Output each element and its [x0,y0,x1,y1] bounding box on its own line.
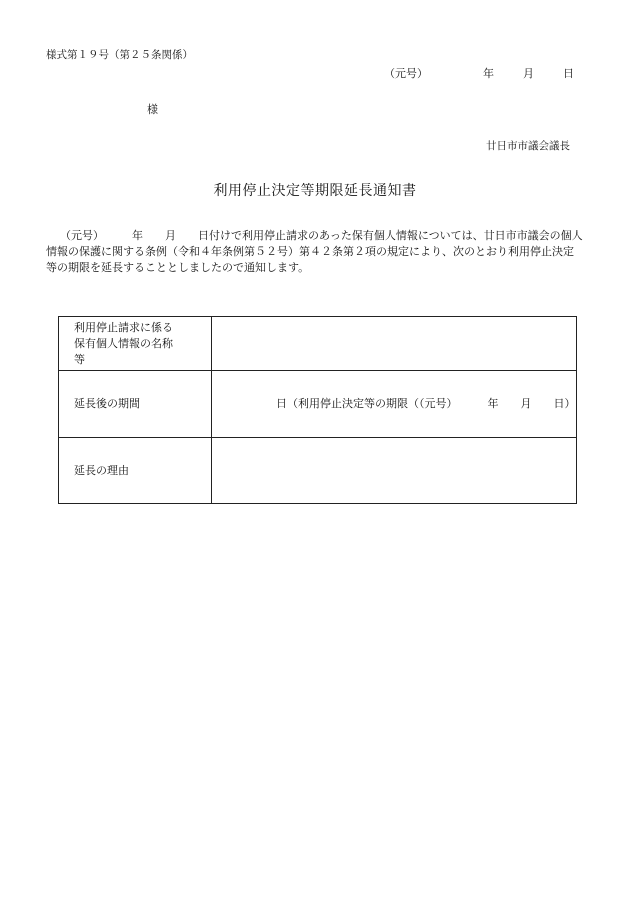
info-table [58,316,577,504]
table-row [59,317,577,371]
body-month: 月 [165,229,176,242]
document-title: 利用停止決定等期限延長通知書 [213,183,417,199]
body-year: 年 [132,229,143,242]
table-row [59,371,577,438]
body-paragraph [46,228,586,276]
row-value-info-name[interactable] [212,317,577,371]
row-label-extension-reason: 延長の理由 [59,438,212,504]
form-number: 様式第１９号（第２５条関係） [46,49,193,61]
body-line-1 [46,228,586,244]
row-value-extension-reason[interactable] [212,438,577,504]
row-label-extended-period: 延長後の期間 [59,371,212,438]
document-date [384,67,574,81]
date-year: 年 [483,67,494,80]
sender: 廿日市市議会議長 [486,140,570,152]
table-row [59,438,577,504]
body-line-2: 情報の保護に関する条例（令和４年条例第５２号）第４２条第２項の規定により、次のとおり利用停止決定 [46,245,574,258]
addressee: 様 [147,103,158,116]
date-month: 月 [523,67,534,80]
row-label-info-name: 利用停止請求に係る 保有個人情報の名称 等 [59,317,212,371]
row-value-extended-period[interactable] [212,371,577,438]
body-era: （元号） [60,229,104,242]
body-line-1-rest: 日付けで利用停止請求のあった保有個人情報については、廿日市市議会の個人 [198,229,583,242]
date-day: 日 [563,67,574,80]
extended-period-value: 日（利用停止決定等の期限（（元号） 年 月 日） [276,397,576,410]
body-line-3: 等の期限を延長することとしましたので通知します。 [46,261,310,274]
date-era: （元号） [384,67,428,80]
